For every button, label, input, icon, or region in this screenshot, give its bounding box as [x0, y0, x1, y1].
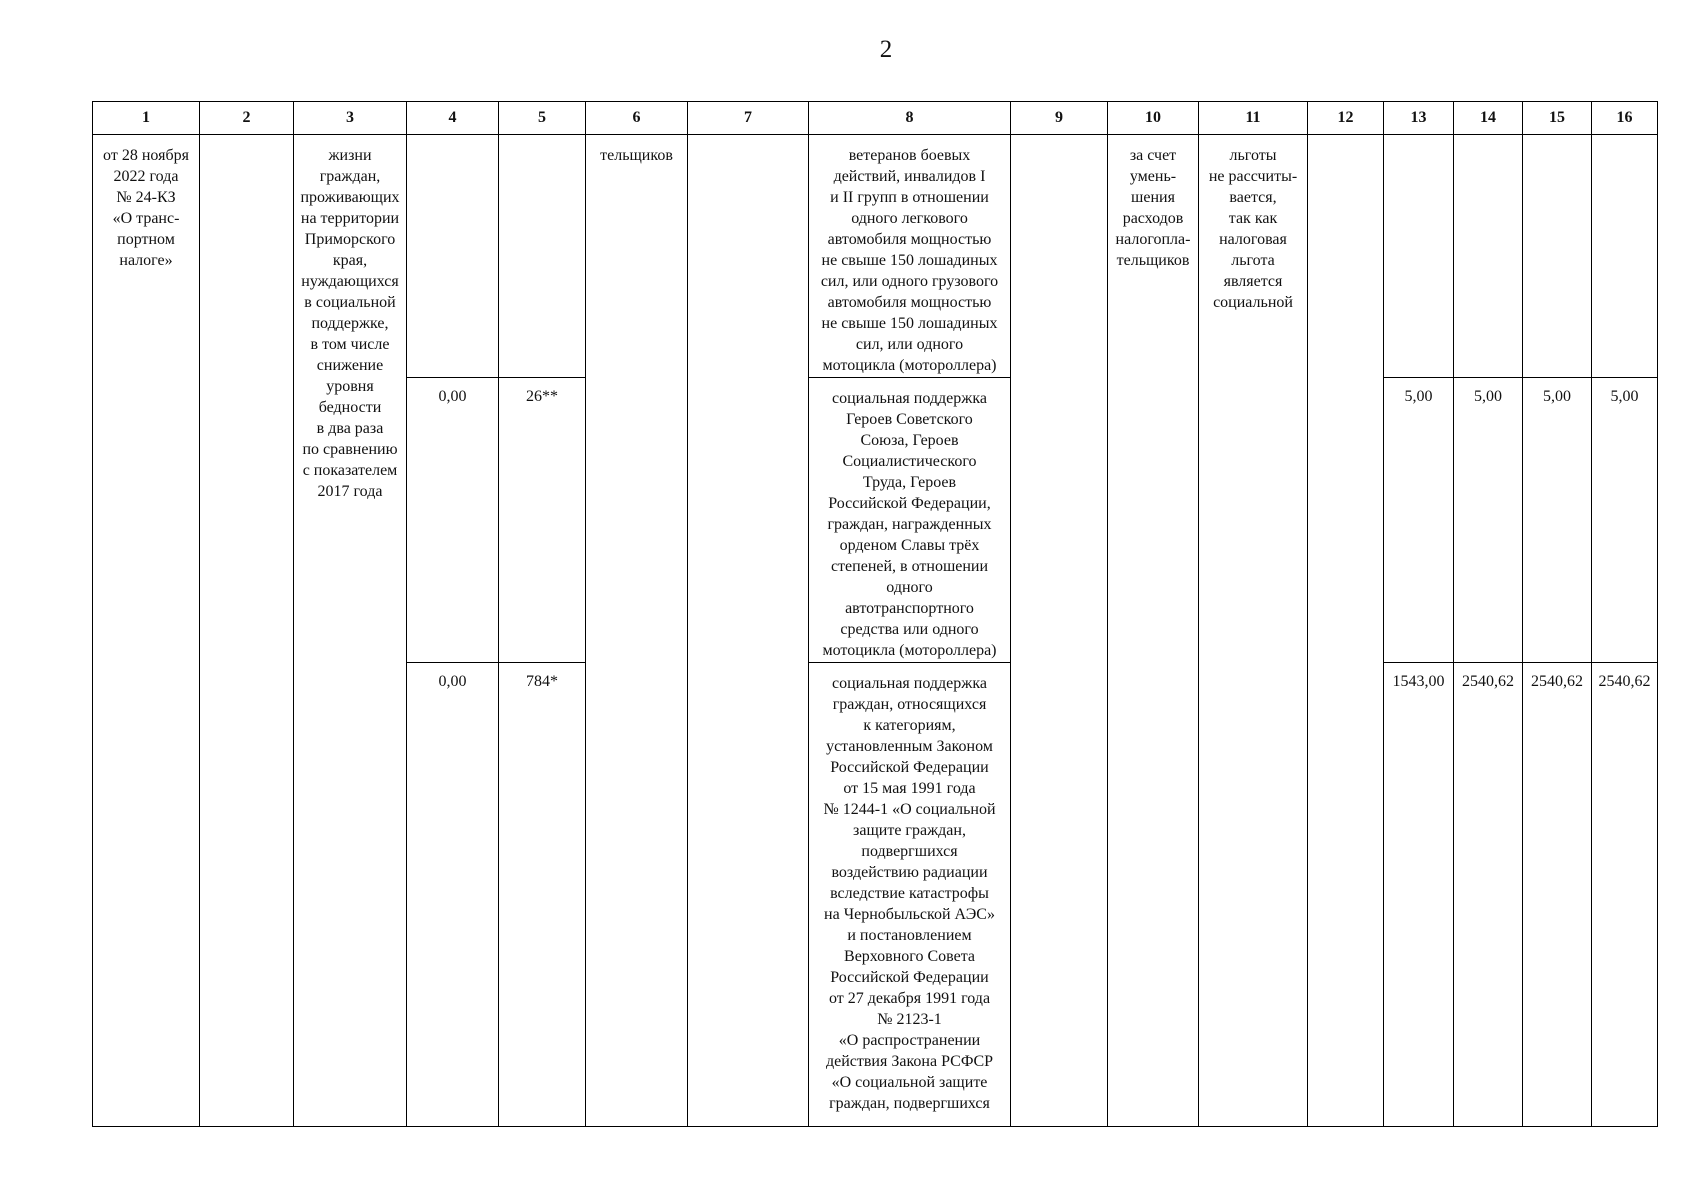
cell-value: 784*	[526, 673, 558, 690]
table-cell-empty	[407, 135, 499, 378]
cell-value: 2540,62	[1462, 673, 1514, 690]
cell-value: 5,00	[1610, 388, 1639, 405]
table-cell	[499, 378, 586, 663]
cell-value: 0,00	[438, 388, 467, 405]
col-header: 4	[407, 102, 499, 135]
col-header: 16	[1592, 102, 1658, 135]
table-cell-empty	[1523, 135, 1592, 378]
table-cell-empty	[1011, 135, 1108, 1127]
table-cell-empty	[499, 135, 586, 378]
benefit-description-text: социальная поддержка граждан, относящихся к категориям, установленным Законом Российской Федерации от 15 мая 1991 года № 1244-1 «О социальной защите граждан, подвергшихся воздействию радиации вследствие катастрофы на Чернобыльской АЭС» и постановлением Верховного Совета Российской Федерации от 27 декабря 1991 года № 2123-1 «О распространении действия Закона РСФСР «О социальной защите граждан, подвергшихся	[823, 675, 996, 1112]
col-header: 8	[809, 102, 1011, 135]
benefit-description-cell	[809, 135, 1011, 378]
benefit-description-text: социальная поддержка Героев Советского Союза, Героев Социалистического Труда, Героев Российской Федерации, граждан, награжденных орденом Славы трёх степеней, в отношении одного автотранспортного средства или одного мотоцикла (мотороллера)	[822, 390, 997, 659]
col-header: 7	[688, 102, 809, 135]
cell-value: 5,00	[1474, 388, 1502, 405]
col-header: 2	[200, 102, 294, 135]
table-cell-empty	[688, 135, 809, 1127]
cell-value: 5,00	[1543, 388, 1571, 405]
col-header: 15	[1523, 102, 1592, 135]
note-text: льготы не рассчиты- вается, так как налоговая льгота является социальной	[1208, 147, 1298, 311]
goal-text: жизни граждан, проживающих на территории Приморского края, нуждающихся в социальной поддержке, в том числе снижение уровня бедности в два раза по сравнению с показателем 2017 года	[300, 147, 400, 500]
table-cell	[1454, 378, 1523, 663]
benefit-description-cell	[809, 663, 1011, 1127]
table-row	[93, 135, 1658, 378]
col-header: 10	[1108, 102, 1199, 135]
method-text: за счет умень- шения расходов налогопла- тельщиков	[1115, 147, 1191, 269]
col-header: 5	[499, 102, 586, 135]
table-cell	[1592, 378, 1658, 663]
table-cell-empty	[1308, 135, 1384, 1127]
header-row	[93, 102, 1658, 135]
page-number: 2	[879, 36, 893, 63]
cell-value: 2540,62	[1598, 673, 1651, 690]
method-cell	[1108, 135, 1199, 1127]
col-header: 13	[1384, 102, 1454, 135]
benefit-description-cell	[809, 378, 1011, 663]
law-reference-cell	[93, 135, 200, 1127]
col-header: 1	[93, 102, 200, 135]
col-header: 6	[586, 102, 688, 135]
law-reference-text: от 28 ноября 2022 года № 24-КЗ «О транс- портном налоге»	[103, 147, 189, 269]
col-header: 12	[1308, 102, 1384, 135]
table-cell-empty	[1454, 135, 1523, 378]
table-cell-empty	[1592, 135, 1658, 378]
payer-category-text: тельщиков	[600, 147, 673, 164]
cell-value: 2540,62	[1531, 673, 1583, 690]
col-header: 14	[1454, 102, 1523, 135]
cell-value: 26**	[526, 388, 558, 405]
note-cell	[1199, 135, 1308, 1127]
goal-cell	[294, 135, 407, 1127]
table-cell	[499, 663, 586, 1127]
payer-category-cell	[586, 135, 688, 1127]
col-header: 11	[1199, 102, 1308, 135]
table-cell	[1384, 378, 1454, 663]
col-header: 3	[294, 102, 407, 135]
table-cell	[407, 378, 499, 663]
table-cell	[1523, 663, 1592, 1127]
table-cell	[1454, 663, 1523, 1127]
cell-value: 1543,00	[1392, 673, 1445, 690]
benefits-table	[92, 101, 1658, 1127]
benefit-description-text: ветеранов боевых действий, инвалидов I и II групп в отношении одного легкового автомобиля мощностью не свыше 150 лошадиных сил, или одного грузового автомобиля мощностью не свыше 150 лошадиных сил, или одного мотоцикла (мотороллера)	[820, 147, 999, 374]
table-cell	[407, 663, 499, 1127]
cell-value: 0,00	[438, 673, 467, 690]
table-cell-empty	[200, 135, 294, 1127]
col-header: 9	[1011, 102, 1108, 135]
cell-value: 5,00	[1404, 388, 1433, 405]
table-cell	[1592, 663, 1658, 1127]
table-cell-empty	[1384, 135, 1454, 378]
table-cell	[1384, 663, 1454, 1127]
table-cell	[1523, 378, 1592, 663]
